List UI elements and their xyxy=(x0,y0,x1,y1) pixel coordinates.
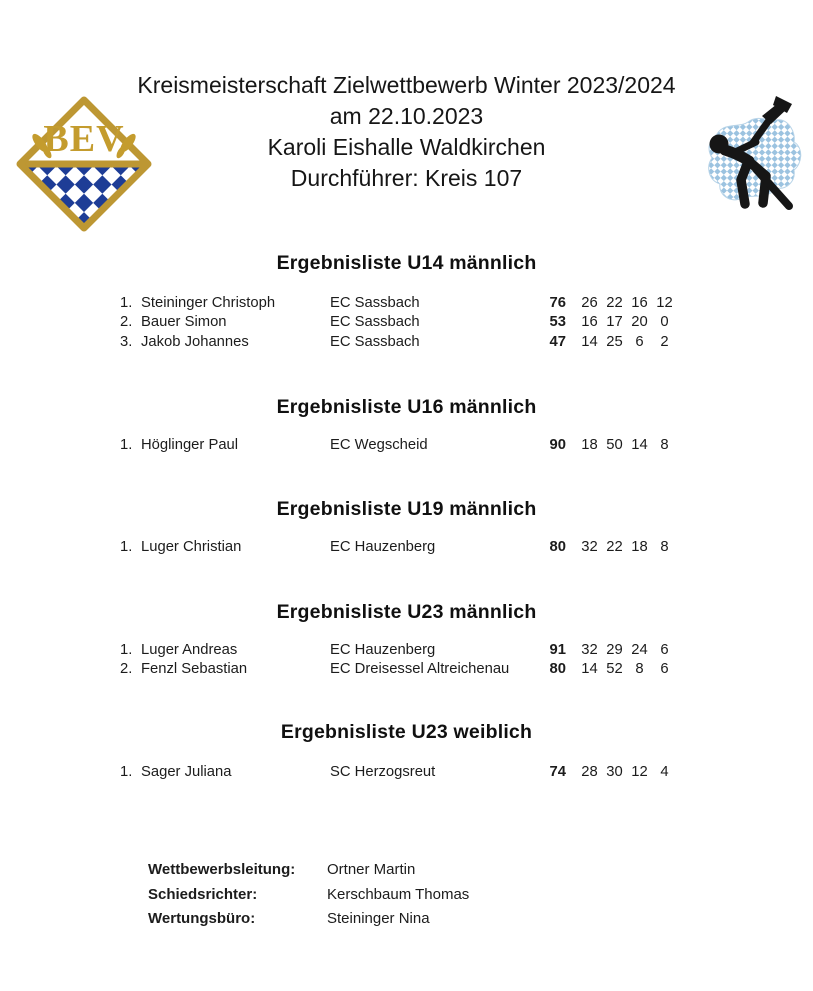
total-score: 53 xyxy=(549,314,566,331)
table-row xyxy=(0,437,813,456)
official-role-label: Wettbewerbsleitung: xyxy=(148,861,296,878)
round-score: 8 xyxy=(660,437,669,453)
total-score: 76 xyxy=(549,295,566,311)
event-organizer: Durchführer: Kreis 107 xyxy=(290,165,523,191)
total-score: 91 xyxy=(549,642,566,658)
official-role-label: Schiedsrichter: xyxy=(148,886,258,903)
round-score: 29 xyxy=(606,642,623,658)
table-row xyxy=(0,334,813,353)
athlete-name: Luger Andreas xyxy=(141,642,238,658)
club-name: EC Hauzenberg xyxy=(330,539,436,555)
results-u23-maennlich xyxy=(0,642,813,681)
results-u14-maennlich xyxy=(0,295,813,353)
rank: 2. xyxy=(120,314,133,331)
official-role-label: Wertungsbüro: xyxy=(148,910,256,927)
official-row-wertungsbuero xyxy=(0,910,813,930)
rank: 2. xyxy=(120,661,133,678)
round-score: 14 xyxy=(581,333,598,350)
total-score: 47 xyxy=(549,333,566,350)
round-score: 50 xyxy=(606,437,623,453)
total-score: 74 xyxy=(549,764,566,780)
official-row-schiedsrichter xyxy=(0,886,813,906)
round-score: 14 xyxy=(581,661,598,678)
rank: 1. xyxy=(120,642,133,658)
section-heading-u16-maennlich: Ergebnisliste U16 männlich xyxy=(276,396,537,418)
club-name: EC Hauzenberg xyxy=(330,642,436,658)
round-score: 25 xyxy=(606,333,623,350)
results-u23-weiblich xyxy=(0,764,813,783)
athlete-name: Sager Juliana xyxy=(141,764,232,780)
event-date: am 22.10.2023 xyxy=(329,103,484,129)
official-name: Kerschbaum Thomas xyxy=(327,886,470,903)
round-score: 17 xyxy=(606,314,623,331)
round-score: 8 xyxy=(635,661,644,678)
athlete-name: Luger Christian xyxy=(141,539,242,555)
rank: 1. xyxy=(120,539,133,555)
club-name: EC Sassbach xyxy=(330,333,420,350)
round-score: 14 xyxy=(631,437,648,453)
document-header xyxy=(0,70,813,194)
round-score: 0 xyxy=(660,314,669,331)
total-score: 80 xyxy=(549,661,566,678)
club-name: EC Sassbach xyxy=(330,295,420,311)
rank: 1. xyxy=(120,295,133,311)
table-row xyxy=(0,314,813,333)
section-heading-u23-maennlich: Ergebnisliste U23 männlich xyxy=(276,601,537,623)
round-score: 6 xyxy=(660,661,669,678)
round-score: 30 xyxy=(606,764,623,780)
results-u19-maennlich xyxy=(0,539,813,558)
total-score: 80 xyxy=(549,539,566,555)
section-heading-u19-maennlich: Ergebnisliste U19 männlich xyxy=(276,498,537,520)
round-score: 6 xyxy=(635,333,644,350)
table-row xyxy=(0,539,813,558)
athlete-name: Bauer Simon xyxy=(141,314,227,331)
round-score: 26 xyxy=(581,295,598,311)
round-score: 4 xyxy=(660,764,669,780)
table-row xyxy=(0,642,813,661)
round-score: 6 xyxy=(660,642,669,658)
club-name: EC Sassbach xyxy=(330,314,420,331)
section-heading-u23-weiblich: Ergebnisliste U23 weiblich xyxy=(280,721,533,743)
round-score: 12 xyxy=(631,764,648,780)
bev-monogram-text: BEV xyxy=(43,118,125,160)
table-row xyxy=(0,295,813,314)
round-score: 18 xyxy=(581,437,598,453)
total-score: 90 xyxy=(549,437,566,453)
club-name: EC Wegscheid xyxy=(330,437,428,453)
rank: 1. xyxy=(120,764,133,780)
round-score: 52 xyxy=(606,661,623,678)
rank: 1. xyxy=(120,437,133,453)
official-row-wettbewerbsleitung xyxy=(0,861,813,881)
round-score: 16 xyxy=(581,314,598,331)
event-venue: Karoli Eishalle Waldkirchen xyxy=(267,134,546,160)
round-score: 32 xyxy=(581,642,598,658)
table-row xyxy=(0,661,813,680)
round-score: 22 xyxy=(606,295,623,311)
round-score: 8 xyxy=(660,539,669,555)
round-score: 12 xyxy=(656,295,673,311)
section-heading-u14-maennlich: Ergebnisliste U14 männlich xyxy=(276,252,537,274)
official-name: Steininger Nina xyxy=(327,910,430,927)
round-score: 24 xyxy=(631,642,648,658)
round-score: 22 xyxy=(606,539,623,555)
round-score: 20 xyxy=(631,314,648,331)
club-name: EC Dreisessel Altreichenau xyxy=(330,661,510,678)
official-name: Ortner Martin xyxy=(327,861,416,878)
athlete-name: Höglinger Paul xyxy=(141,437,239,453)
rank: 3. xyxy=(120,333,133,350)
event-title: Kreismeisterschaft Zielwettbewerb Winter 2023/2024 xyxy=(137,72,676,98)
round-score: 18 xyxy=(631,539,648,555)
round-score: 32 xyxy=(581,539,598,555)
club-name: SC Herzogsreut xyxy=(330,764,436,780)
athlete-name: Steininger Christoph xyxy=(141,295,276,311)
table-row xyxy=(0,764,813,783)
round-score: 16 xyxy=(631,295,648,311)
round-score: 28 xyxy=(581,764,598,780)
results-u16-maennlich xyxy=(0,437,813,456)
round-score: 2 xyxy=(660,333,669,350)
athlete-name: Fenzl Sebastian xyxy=(141,661,248,678)
athlete-name: Jakob Johannes xyxy=(141,333,249,350)
